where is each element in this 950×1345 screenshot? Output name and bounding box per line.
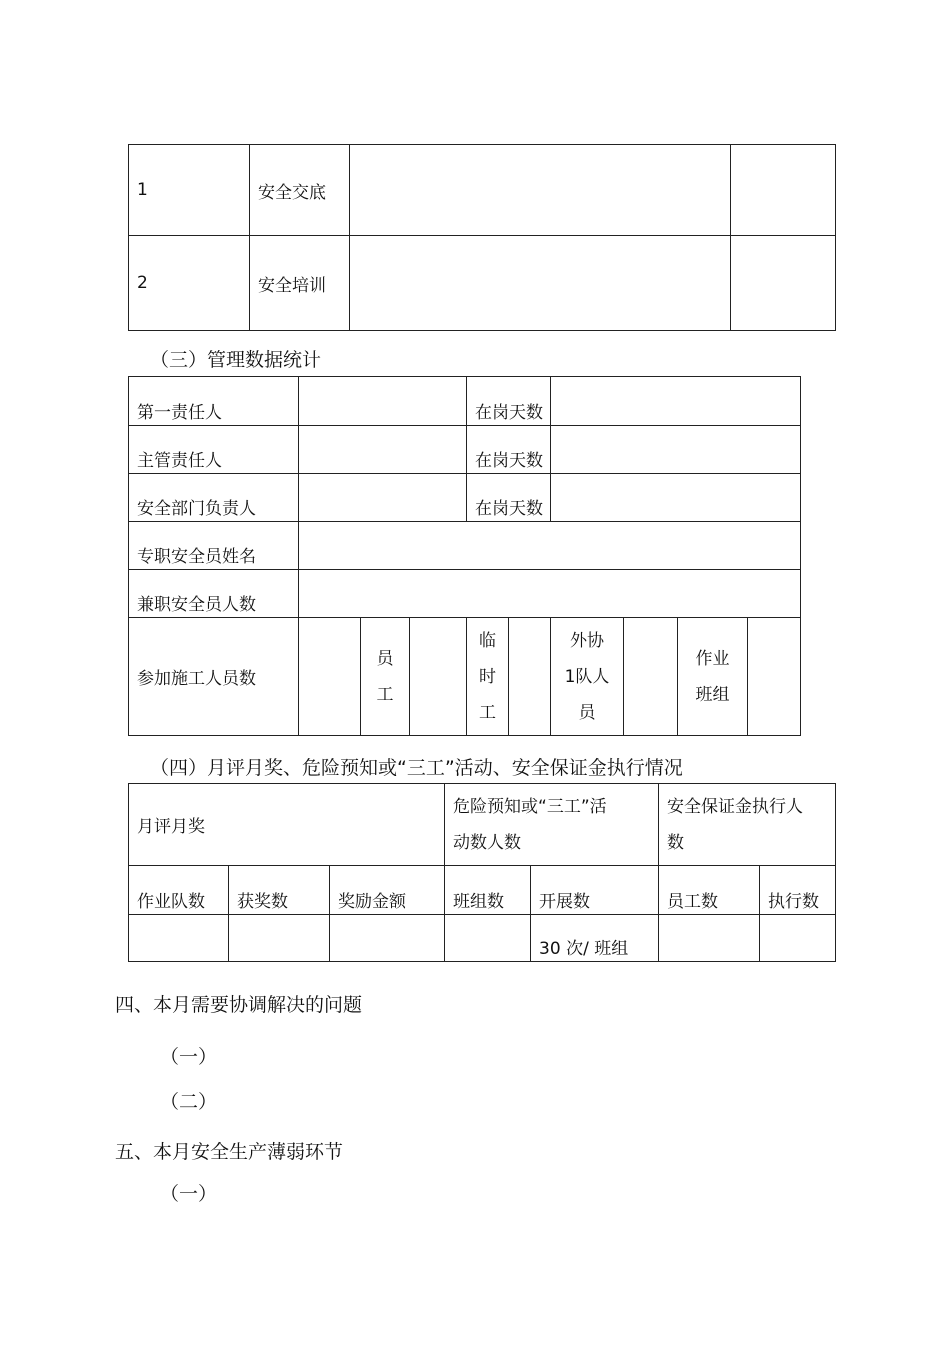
row-number: 1: [129, 145, 250, 236]
empty-cell: [299, 474, 467, 522]
table-row: [129, 618, 801, 736]
data-cell: [129, 915, 229, 962]
empty-cell: [551, 377, 801, 426]
empty-cell: [350, 236, 731, 331]
safety-activity-table: [128, 144, 836, 331]
column-header: 获奖数: [229, 866, 330, 915]
table-row: [129, 522, 801, 570]
outsource-label: [551, 618, 624, 736]
days-on-post-label: 在岗天数: [467, 474, 551, 522]
table-row: [129, 570, 801, 618]
section-5-title: 五、本月安全生产薄弱环节: [115, 1141, 344, 1163]
column-header: 员工数: [659, 866, 760, 915]
employee-label: [361, 618, 410, 736]
management-data-table: [128, 376, 801, 736]
crew-label-line: 作业: [695, 648, 730, 669]
first-responsible-label: 第一责任人: [129, 377, 299, 426]
section-4-item: （一）: [160, 1046, 218, 1068]
safety-dept-head-label: 安全部门负责人: [129, 474, 299, 522]
empty-cell: [410, 618, 467, 736]
row-item: 安全培训: [250, 236, 350, 331]
deposit-header-line: 安全保证金执行人: [667, 796, 804, 817]
column-header: 班组数: [445, 866, 531, 915]
empty-cell: [624, 618, 678, 736]
parttime-safety-count-label: 兼职安全员人数: [129, 570, 299, 618]
days-on-post-label: 在岗天数: [467, 377, 551, 426]
temp-worker-label-line: 时: [479, 666, 496, 687]
row-item: 安全交底: [250, 145, 350, 236]
empty-cell: [299, 377, 467, 426]
temp-worker-label-line: 临: [479, 630, 496, 651]
column-header: 执行数: [760, 866, 836, 915]
empty-cell: [299, 618, 361, 736]
workers-count-label: 参加施工人员数: [129, 618, 299, 736]
section-4-subtitle: （四）月评月奖、危险预知或“三工”活动、安全保证金执行情况: [150, 757, 683, 779]
employee-label-line: 工: [376, 684, 394, 705]
data-cell: [229, 915, 330, 962]
hazard-activity-header-line: 动数人数: [453, 832, 522, 853]
table-row: [129, 377, 801, 426]
section-5-item: （一）: [160, 1183, 218, 1205]
hazard-activity-header-line: 危险预知或“三工”活: [453, 796, 607, 817]
data-cell: [445, 915, 531, 962]
row-number: 2: [129, 236, 250, 331]
column-header: 作业队数: [129, 866, 229, 915]
data-cell: [760, 915, 836, 962]
empty-cell: [299, 570, 801, 618]
crew-label-line: 班组: [695, 684, 730, 705]
table-row: [129, 145, 836, 236]
empty-cell: [551, 474, 801, 522]
main-responsible-label: 主管责任人: [129, 426, 299, 474]
table-row: [129, 474, 801, 522]
outsource-label-line: 外协: [570, 630, 604, 651]
table-row: [129, 915, 836, 962]
employee-label-line: 员: [376, 648, 394, 669]
column-header: 奖励金额: [330, 866, 445, 915]
outsource-label-line: 员: [578, 702, 596, 723]
table-row: [129, 236, 836, 331]
section-3-title: （三）管理数据统计: [150, 349, 322, 371]
empty-cell: [299, 426, 467, 474]
hazard-activity-header: [445, 784, 659, 866]
empty-cell: [551, 426, 801, 474]
data-cell: 30 次/ 班组: [531, 915, 659, 962]
days-on-post-label: 在岗天数: [467, 426, 551, 474]
table-row: [129, 784, 836, 866]
temp-worker-label: [467, 618, 509, 736]
section-4-title: 四、本月需要协调解决的问题: [115, 994, 363, 1016]
temp-worker-label-line: 工: [479, 702, 496, 723]
empty-cell: [299, 522, 801, 570]
outsource-label-line: 1队人: [564, 666, 610, 687]
table-row: [129, 866, 836, 915]
crew-label: [678, 618, 748, 736]
empty-cell: [731, 236, 836, 331]
monthly-award-header: 月评月奖: [129, 784, 445, 866]
empty-cell: [350, 145, 731, 236]
deposit-header-line: 数: [667, 832, 685, 853]
data-cell: [330, 915, 445, 962]
deposit-header: [659, 784, 836, 866]
empty-cell: [731, 145, 836, 236]
column-header: 开展数: [531, 866, 659, 915]
data-cell: [659, 915, 760, 962]
empty-cell: [509, 618, 551, 736]
section-4-item: （二）: [160, 1091, 218, 1113]
fulltime-safety-name-label: 专职安全员姓名: [129, 522, 299, 570]
table-row: [129, 426, 801, 474]
empty-cell: [748, 618, 801, 736]
monthly-award-table: [128, 783, 836, 962]
